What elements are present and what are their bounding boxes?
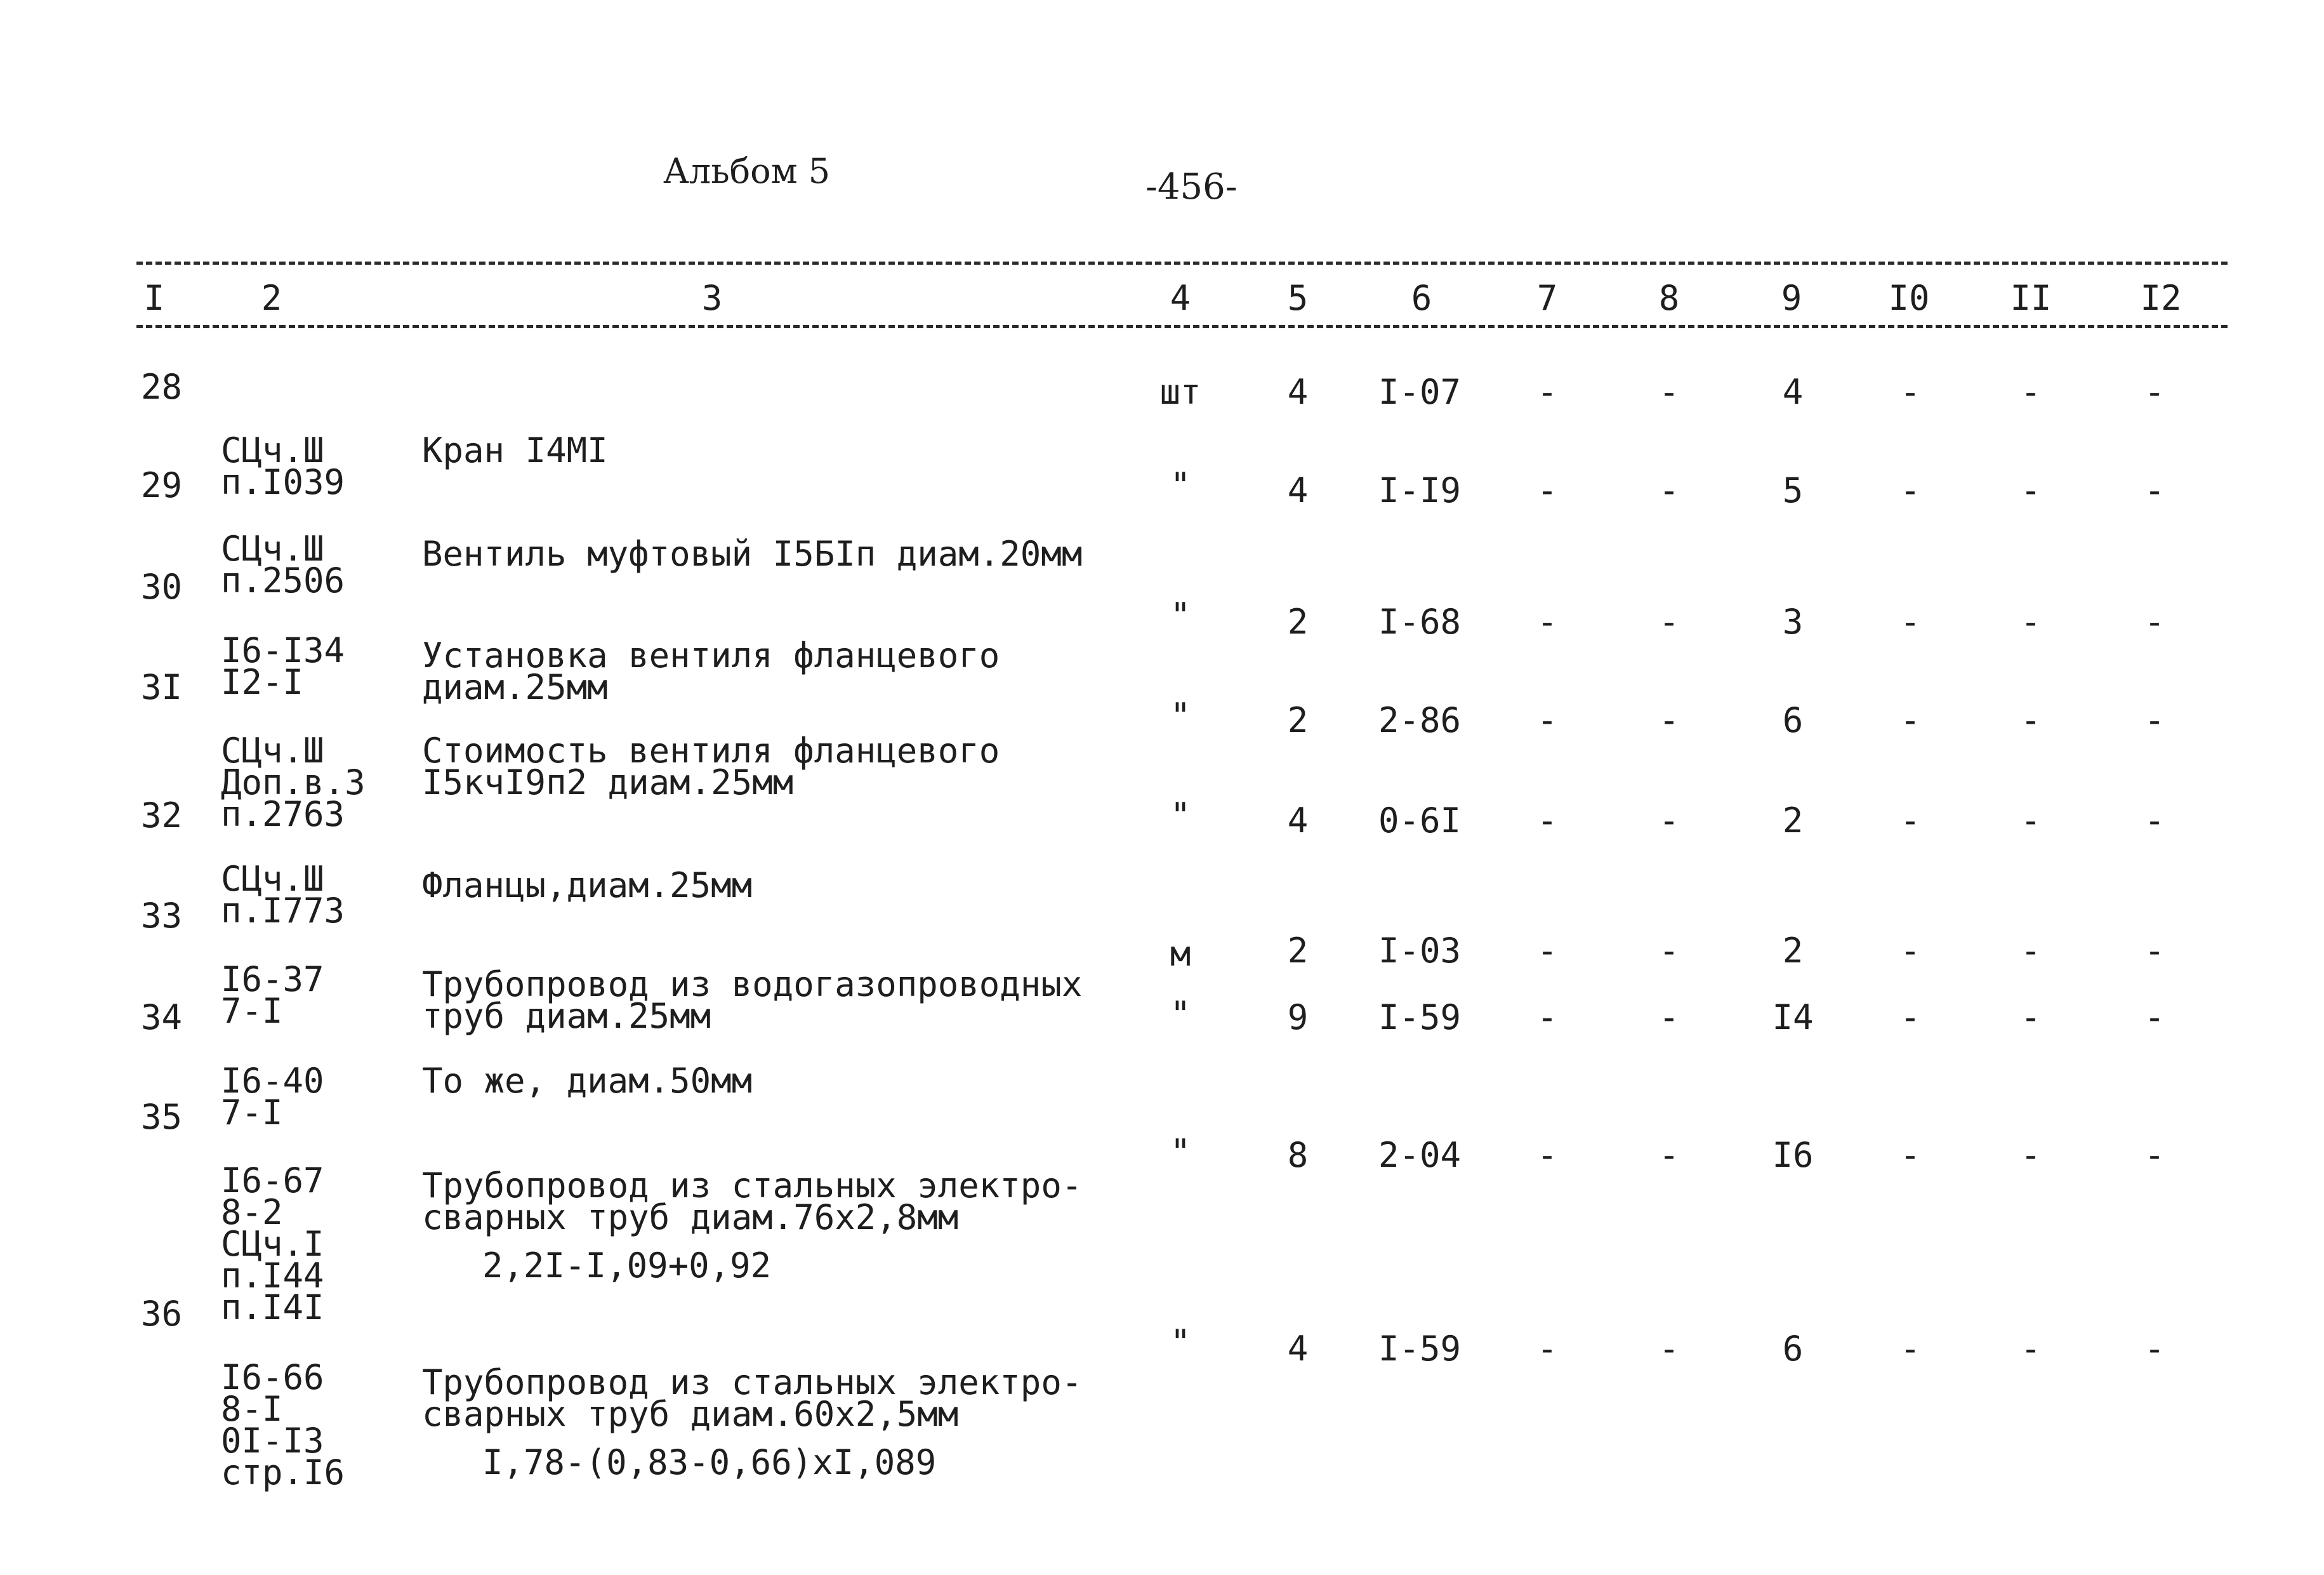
cell-col10: -	[1899, 372, 1921, 412]
quantity: 9	[1287, 997, 1309, 1037]
rate-code: СЦч.Ш п.I039	[221, 430, 345, 502]
quantity: 4	[1287, 372, 1309, 412]
row-number: 30	[141, 567, 183, 607]
price: 0-6I	[1378, 801, 1462, 841]
cell-col12: -	[2144, 700, 2165, 740]
column-header: 5	[1287, 278, 1309, 318]
cell-col9: 4	[1782, 372, 1804, 412]
price: I-I9	[1378, 470, 1462, 510]
rate-code: I6-40 7-I	[221, 1061, 324, 1133]
album-label: Альбом 5	[663, 151, 831, 191]
cell-col9: 6	[1782, 1329, 1804, 1369]
cell-col12: -	[2144, 372, 2165, 412]
rate-code: СЦч.Ш п.2506	[221, 529, 345, 601]
page-number: -456-	[1145, 166, 1238, 208]
cell-col11: -	[2020, 1135, 2042, 1175]
cell-col12: -	[2144, 997, 2165, 1037]
cell-col9: 2	[1782, 801, 1804, 841]
price: I-59	[1378, 1329, 1462, 1369]
row-number: 34	[141, 997, 183, 1037]
row-number: 32	[141, 795, 183, 835]
item-name: Стоимость вентиля фланцевого I5кчI9п2 диам.25мм	[422, 731, 1000, 802]
price: I-68	[1378, 602, 1462, 642]
column-header: 9	[1781, 278, 1802, 318]
cell-col11: -	[2020, 700, 2042, 740]
unit: "	[1170, 1132, 1191, 1172]
cell-col10: -	[1899, 470, 1921, 510]
cell-col10: -	[1899, 1135, 1921, 1175]
cell-col7: -	[1536, 700, 1558, 740]
cell-col12: -	[2144, 602, 2165, 642]
column-header: 7	[1536, 278, 1558, 318]
cell-col10: -	[1899, 602, 1921, 642]
unit: "	[1170, 1322, 1191, 1362]
unit: "	[1170, 595, 1191, 635]
item-name: Вентиль муфтовый I5БIп диам.20мм	[422, 534, 1083, 574]
row-number: 29	[141, 465, 183, 505]
quantity: 2	[1287, 931, 1309, 971]
column-header: 4	[1170, 278, 1191, 318]
cell-col12: -	[2144, 1329, 2165, 1369]
price: I-59	[1378, 997, 1462, 1037]
cell-col7: -	[1536, 1135, 1558, 1175]
quantity-formula: 2,2I-I,09+0,92	[482, 1246, 772, 1286]
cell-col10: -	[1899, 1329, 1921, 1369]
rate-code: I6-I34 I2-I	[221, 630, 345, 702]
rate-code: I6-67 8-2 СЦч.I п.I44 п.I4I	[221, 1160, 324, 1327]
row-number: 28	[141, 367, 183, 407]
row-number: 33	[141, 896, 183, 936]
unit: "	[1170, 994, 1191, 1034]
header-top-rule	[136, 262, 2228, 265]
quantity: 4	[1287, 470, 1309, 510]
cell-col12: -	[2144, 801, 2165, 841]
quantity: 2	[1287, 602, 1309, 642]
cell-col12: -	[2144, 470, 2165, 510]
cell-col8: -	[1658, 700, 1680, 740]
rate-code: I6-37 7-I	[221, 959, 324, 1031]
header-bottom-rule	[136, 325, 2228, 328]
cell-col8: -	[1658, 1135, 1680, 1175]
cell-col11: -	[2020, 997, 2042, 1037]
row-number: 36	[141, 1294, 183, 1334]
cell-col11: -	[2020, 931, 2042, 971]
cell-col12: -	[2144, 1135, 2165, 1175]
cell-col10: -	[1899, 801, 1921, 841]
cell-col11: -	[2020, 801, 2042, 841]
price: I-03	[1378, 931, 1462, 971]
cell-col8: -	[1658, 470, 1680, 510]
unit: "	[1170, 696, 1191, 736]
item-name: Трубопровод из водогазопроводных труб диам.25мм	[422, 964, 1083, 1036]
cell-col7: -	[1536, 931, 1558, 971]
row-number: 3I	[141, 667, 183, 707]
price: I-07	[1378, 372, 1462, 412]
column-header: I	[143, 278, 165, 318]
cell-col9: I4	[1772, 997, 1814, 1037]
unit: м	[1170, 934, 1191, 974]
quantity: 4	[1287, 1329, 1309, 1369]
cell-col7: -	[1536, 372, 1558, 412]
column-header: 8	[1658, 278, 1680, 318]
quantity: 8	[1287, 1135, 1309, 1175]
item-name: Трубопровод из стальных электро- сварных труб диам.60х2,5мм I,78-(0,83-0,66)хI,089	[422, 1362, 1083, 1482]
cell-col9: I6	[1772, 1135, 1814, 1175]
quantity-formula: I,78-(0,83-0,66)хI,089	[482, 1442, 937, 1482]
cell-col9: 2	[1782, 931, 1804, 971]
cell-col8: -	[1658, 1329, 1680, 1369]
rate-code: СЦч.Ш п.I773	[221, 859, 345, 931]
cell-col7: -	[1536, 997, 1558, 1037]
column-header: I2	[2140, 278, 2182, 318]
cell-col11: -	[2020, 602, 2042, 642]
cell-col12: -	[2144, 931, 2165, 971]
cell-col8: -	[1658, 801, 1680, 841]
rate-code: I6-66 8-I 0I-I3 стр.I6	[221, 1357, 345, 1492]
cell-col10: -	[1899, 700, 1921, 740]
cell-col11: -	[2020, 470, 2042, 510]
cell-col9: 6	[1782, 700, 1804, 740]
cell-col8: -	[1658, 931, 1680, 971]
cell-col7: -	[1536, 801, 1558, 841]
unit: "	[1170, 795, 1191, 835]
column-header: II	[2010, 278, 2052, 318]
cell-col8: -	[1658, 602, 1680, 642]
price: 2-86	[1378, 700, 1462, 740]
cell-col9: 5	[1782, 470, 1804, 510]
quantity: 4	[1287, 801, 1309, 841]
row-number: 35	[141, 1097, 183, 1137]
column-header: 3	[701, 278, 723, 318]
column-header: I0	[1888, 278, 1930, 318]
item-name: Кран I4МI	[422, 430, 608, 470]
item-name: Трубопровод из стальных электро- сварных труб диам.76х2,8мм 2,2I-I,09+0,92	[422, 1166, 1083, 1286]
quantity: 2	[1287, 700, 1309, 740]
cell-col11: -	[2020, 1329, 2042, 1369]
column-header: 2	[261, 278, 282, 318]
cell-col10: -	[1899, 931, 1921, 971]
item-name: То же, диам.50мм	[422, 1061, 753, 1101]
cell-col7: -	[1536, 1329, 1558, 1369]
item-name: Фланцы,диам.25мм	[422, 865, 753, 905]
cell-col11: -	[2020, 372, 2042, 412]
cell-col7: -	[1536, 470, 1558, 510]
cell-col10: -	[1899, 997, 1921, 1037]
unit: "	[1170, 465, 1191, 505]
cell-col8: -	[1658, 372, 1680, 412]
price: 2-04	[1378, 1135, 1462, 1175]
rate-code: СЦч.Ш Доп.в.3 п.2763	[221, 731, 366, 834]
cell-col7: -	[1536, 602, 1558, 642]
column-header: 6	[1411, 278, 1432, 318]
item-name: Установка вентиля фланцевого диам.25мм	[422, 635, 1000, 707]
cell-col8: -	[1658, 997, 1680, 1037]
unit: шт	[1159, 372, 1201, 412]
cell-col9: 3	[1782, 602, 1804, 642]
